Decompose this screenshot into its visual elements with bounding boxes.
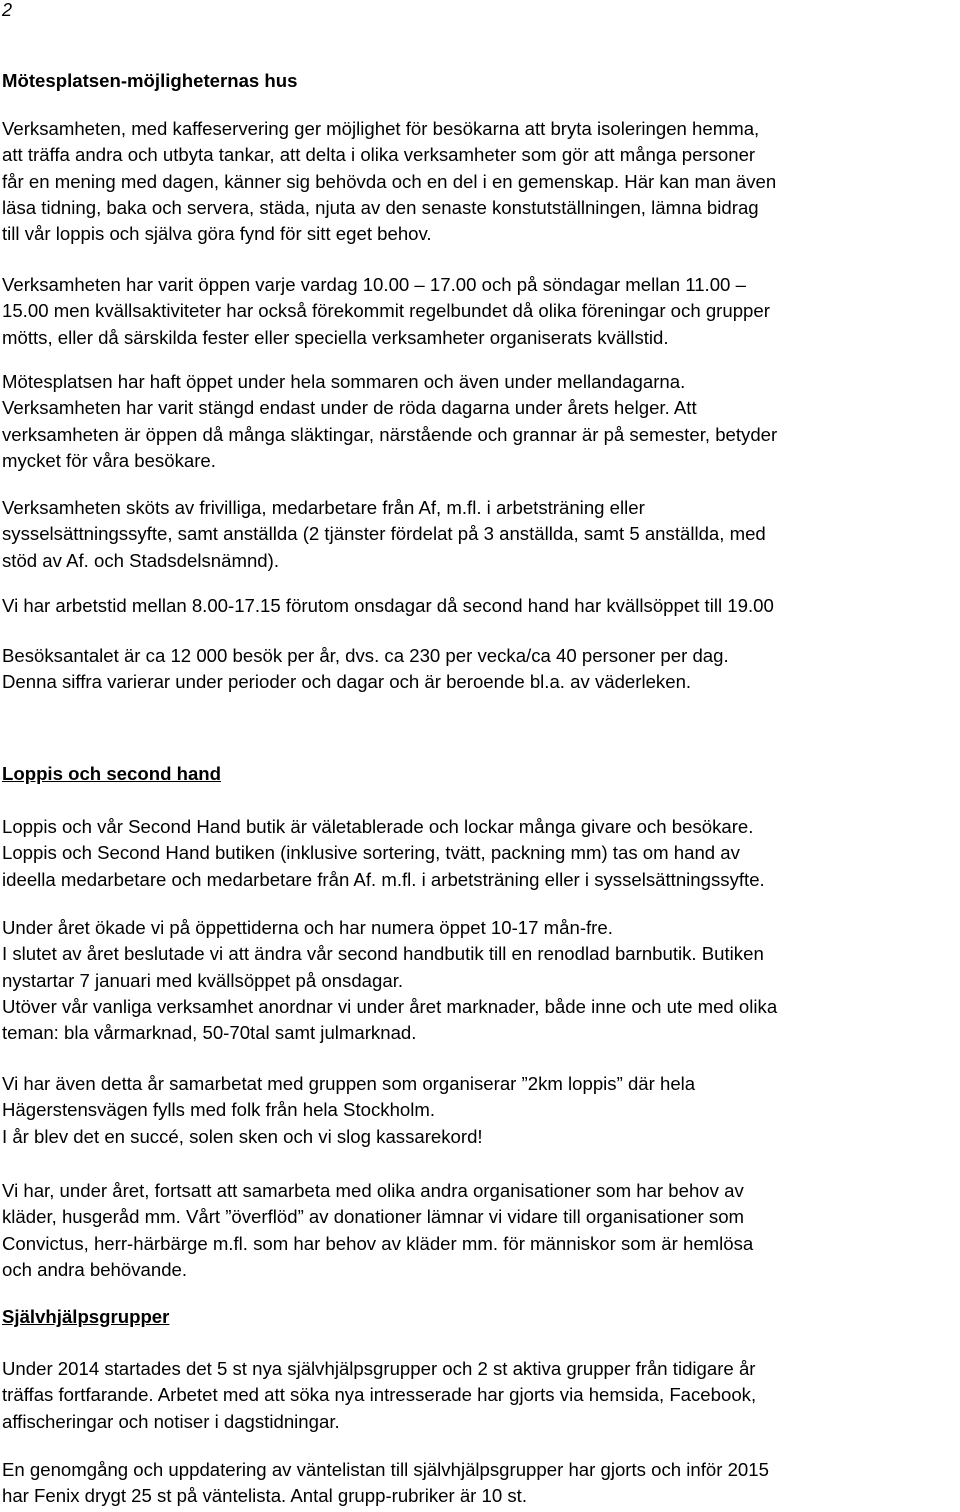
text-line: mötts, eller då särskilda fester eller speciella verksamheter organiserats kvällstid. [2, 326, 669, 348]
text-line: och andra behövande. [2, 1258, 188, 1280]
text-line: Denna siffra varierar under perioder och dagar och är beroende bl.a. av väderleken. [2, 671, 692, 693]
text-line: Besöksantalet är ca 12 000 besök per år, dvs. ca 230 per vecka/ca 40 personer per dag. [2, 645, 729, 666]
paragraph [2, 116, 958, 247]
text-line: verksamheten är öppen då många släktingar, närstående och grannar är på semester, betyder [2, 423, 778, 445]
text-line: Verksamheten, med kaffeservering ger möjlighet för besökarna att bryta isoleringen hemma, [2, 118, 760, 139]
text-line: läsa tidning, baka och servera, städa, njuta av den senaste konstutställningen, lämna bidrag [2, 196, 759, 218]
text-line: Vi har även detta år samarbetat med gruppen som organiserar ”2km loppis” där hela [2, 1073, 696, 1094]
text-line: sysselsättningssyfte, samt anställda (2 tjänster fördelat på 3 anställda, samt 5 anställda, med [2, 523, 766, 545]
text-line: Verksamheten har varit stängd endast under de röda dagarna under årets helger. Att [2, 397, 697, 419]
text-line: Mötesplatsen har haft öppet under hela sommaren och även under mellandagarna. [2, 371, 686, 392]
text-line: har Fenix drygt 25 st på väntelista. Antal grupp-rubriker är 10 st. [2, 1485, 528, 1507]
paragraph [2, 1356, 958, 1435]
text-line: träffas fortfarande. Arbetet med att söka nya intresserade har gjorts via hemsida, Facebook, [2, 1384, 757, 1406]
text-line: nystartar 7 januari med kvällsöppet på onsdagar. [2, 969, 404, 991]
text-line: En genomgång och uppdatering av väntelistan till självhjälpsgrupper har gjorts och inför 2015 [2, 1459, 769, 1480]
text-line: får en mening med dagen, känner sig behövda och en del i en gemenskap. Här kan man även [2, 170, 777, 192]
text-line: Under 2014 startades det 5 st nya självhjälpsgrupper och 2 st aktiva grupper från tidigare år [2, 1358, 756, 1379]
text-line: kläder, husgeråd mm. Vårt ”överflöd” av donationer lämnar vi vidare till organisationer som [2, 1206, 745, 1228]
text-line: ideella medarbetare och medarbetare från Af. m.fl. i arbetsträning eller i sysselsättningssyfte. [2, 868, 765, 890]
text-line: Utöver vår vanliga verksamhet anordnar vi under året marknader, både inne och ute med olika [2, 995, 778, 1017]
text-line: stöd av Af. och Stadsdelsnämnd). [2, 549, 279, 571]
section-heading-loppis: Loppis och second hand [2, 763, 222, 784]
text-line: Loppis och Second Hand butiken (inklusive sortering, tvätt, packning mm) tas om hand av [2, 842, 740, 864]
text-line: I år blev det en succé, solen sken och vi slog kassarekord! [2, 1125, 483, 1147]
text-line: Verksamheten har varit öppen varje vardag 10.00 – 17.00 och på söndagar mellan 11.00 – [2, 274, 746, 295]
text-line: till vår loppis och själva göra fynd för sitt eget behov. [2, 223, 432, 245]
paragraph [2, 1071, 958, 1150]
text-line: 15.00 men kvällsaktiviteter har också förekommit regelbundet då olika föreningar och grupper [2, 300, 770, 322]
paragraph [2, 593, 958, 619]
text-line: Hägerstensvägen fylls med folk från hela Stockholm. [2, 1099, 436, 1121]
text-line: Loppis och vår Second Hand butik är väletablerade och lockar många givare och besökare. [2, 816, 754, 837]
text-line: I slutet av året beslutade vi att ändra vår second handbutik till en renodlad barnbutik. Butiken [2, 943, 764, 965]
paragraph [2, 1178, 958, 1283]
paragraph [2, 1457, 958, 1510]
text-line: affischeringar och notiser i dagstidningar. [2, 1410, 340, 1432]
section-heading-motesplatsen: Mötesplatsen-möjligheternas hus [2, 70, 298, 91]
text-line: Under året ökade vi på öppettiderna och har numera öppet 10-17 mån-fre. [2, 917, 613, 938]
paragraph [2, 495, 958, 574]
text-line: teman: bla vårmarknad, 50-70tal samt julmarknad. [2, 1022, 417, 1044]
text-line: mycket för våra besökare. [2, 449, 216, 471]
paragraph [2, 814, 958, 893]
page-number: 2 [2, 0, 13, 20]
text-line: Convictus, herr-härbärge m.fl. som har behov av kläder mm. för människor som är hemlösa [2, 1232, 754, 1254]
paragraph [2, 915, 958, 1046]
paragraph [2, 369, 958, 474]
text-line: Vi har, under året, fortsatt att samarbeta med olika andra organisationer som har behov av [2, 1180, 744, 1201]
text-line: Verksamheten sköts av frivilliga, medarbetare från Af, m.fl. i arbetsträning eller [2, 497, 645, 518]
text-line: att träffa andra och utbyta tankar, att delta i olika verksamheter som gör att många personer [2, 144, 756, 166]
paragraph [2, 272, 958, 351]
section-heading-sjalvhjalpsgrupper: Självhjälpsgrupper [2, 1306, 170, 1327]
paragraph [2, 643, 958, 696]
text-line: Vi har arbetstid mellan 8.00-17.15 förutom onsdagar då second hand har kvällsöppet till 19.00 [2, 595, 774, 616]
